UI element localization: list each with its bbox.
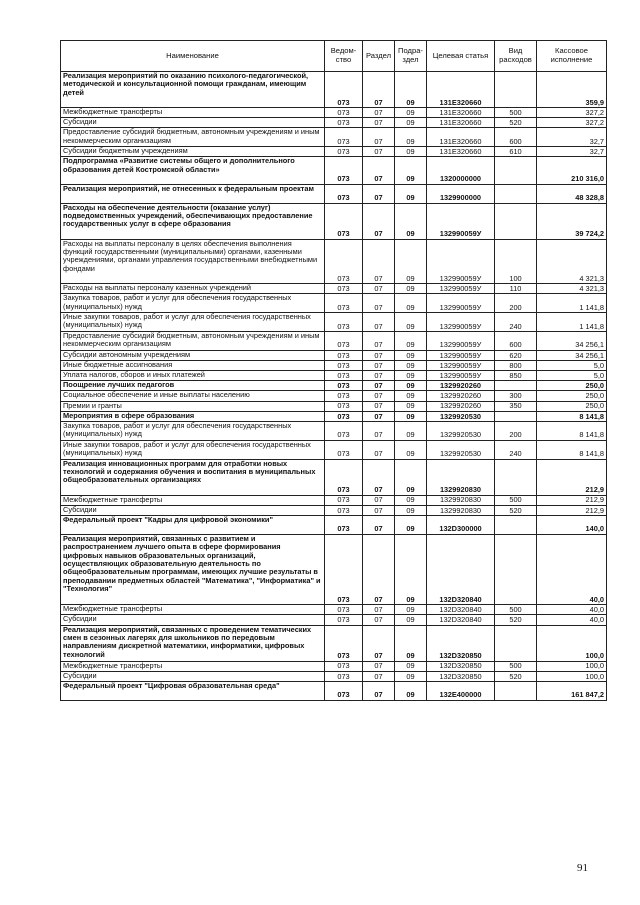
cell-cash-execution: 359,9 xyxy=(537,72,607,108)
cell-vedomstvo: 073 xyxy=(325,72,363,108)
cell-expense-type: 500 xyxy=(495,108,537,118)
cell-podrazdel: 09 xyxy=(395,147,427,157)
cell-podrazdel: 09 xyxy=(395,401,427,411)
cell-expense-type: 300 xyxy=(495,391,537,401)
cell-target-article: 1329920830 xyxy=(427,505,495,515)
cell-razdel: 07 xyxy=(363,422,395,441)
cell-target-article: 1329920530 xyxy=(427,411,495,421)
cell-razdel: 07 xyxy=(363,381,395,391)
cell-name: Расходы на выплаты персоналу в целях обеспечения выполнения функций государственными (муниципальными) органами, казенными учреждениями, органами управления государственными внебюджетными фондами xyxy=(61,239,325,284)
cell-expense-type: 500 xyxy=(495,495,537,505)
cell-target-article: 1329920260 xyxy=(427,381,495,391)
cell-podrazdel: 09 xyxy=(395,605,427,615)
cell-vedomstvo: 073 xyxy=(325,157,363,184)
page-number: 91 xyxy=(577,862,588,874)
cell-razdel: 07 xyxy=(363,411,395,421)
cell-target-article: 131E320660 xyxy=(427,72,495,108)
cell-expense-type xyxy=(495,72,537,108)
cell-razdel: 07 xyxy=(363,203,395,239)
cell-razdel: 07 xyxy=(363,401,395,411)
cell-name: Субсидии xyxy=(61,118,325,128)
cell-target-article: 1329920260 xyxy=(427,401,495,411)
cell-podrazdel: 09 xyxy=(395,391,427,401)
cell-vedomstvo: 073 xyxy=(325,147,363,157)
cell-cash-execution: 8 141,8 xyxy=(537,440,607,459)
table-row xyxy=(61,625,607,661)
cell-vedomstvo: 073 xyxy=(325,605,363,615)
cell-razdel: 07 xyxy=(363,371,395,381)
cell-expense-type xyxy=(495,625,537,661)
table-row xyxy=(61,391,607,401)
cell-razdel: 07 xyxy=(363,605,395,615)
cell-expense-type xyxy=(495,381,537,391)
table-row xyxy=(61,294,607,313)
table-row xyxy=(61,239,607,284)
header-cash-execution: Кассовое исполнение xyxy=(537,41,607,72)
cell-razdel: 07 xyxy=(363,118,395,128)
cell-cash-execution: 212,9 xyxy=(537,505,607,515)
cell-target-article: 131E320660 xyxy=(427,128,495,147)
cell-vedomstvo: 073 xyxy=(325,360,363,370)
cell-name: Реализация мероприятий по оказанию психолого-педагогической, методической и консультационной помощи гражданам, имеющим детей xyxy=(61,72,325,108)
cell-target-article: 132D320840 xyxy=(427,605,495,615)
cell-razdel: 07 xyxy=(363,661,395,671)
cell-cash-execution: 8 141,8 xyxy=(537,411,607,421)
table-row xyxy=(61,516,607,535)
cell-razdel: 07 xyxy=(363,671,395,681)
budget-table xyxy=(60,40,607,701)
cell-expense-type xyxy=(495,157,537,184)
cell-name: Субсидии xyxy=(61,505,325,515)
cell-name: Субсидии бюджетным учреждениям xyxy=(61,147,325,157)
cell-vedomstvo: 073 xyxy=(325,128,363,147)
table-row xyxy=(61,605,607,615)
cell-razdel: 07 xyxy=(363,147,395,157)
cell-podrazdel: 09 xyxy=(395,294,427,313)
cell-podrazdel: 09 xyxy=(395,350,427,360)
cell-expense-type xyxy=(495,534,537,604)
header-target-article: Целевая статья xyxy=(427,41,495,72)
cell-podrazdel: 09 xyxy=(395,422,427,441)
cell-cash-execution: 8 141,8 xyxy=(537,422,607,441)
table-row xyxy=(61,371,607,381)
cell-cash-execution: 40,0 xyxy=(537,605,607,615)
cell-name: Уплата налогов, сборов и иных платежей xyxy=(61,371,325,381)
cell-cash-execution: 40,0 xyxy=(537,534,607,604)
cell-name: Межбюджетные трансферты xyxy=(61,495,325,505)
table-row xyxy=(61,615,607,625)
cell-cash-execution: 327,2 xyxy=(537,108,607,118)
table-row xyxy=(61,72,607,108)
cell-podrazdel: 09 xyxy=(395,381,427,391)
table-row xyxy=(61,411,607,421)
cell-expense-type: 520 xyxy=(495,671,537,681)
cell-target-article: 131E320660 xyxy=(427,118,495,128)
cell-name: Иные закупки товаров, работ и услуг для обеспечения государственных (муниципальных) нужд xyxy=(61,440,325,459)
cell-expense-type: 620 xyxy=(495,350,537,360)
cell-name: Реализация инновационных программ для отработки новых технологий и содержания обучения и воспитания в муниципальных общеобразовательных организациях xyxy=(61,459,325,495)
cell-razdel: 07 xyxy=(363,505,395,515)
cell-vedomstvo: 073 xyxy=(325,350,363,360)
cell-name: Иные закупки товаров, работ и услуг для обеспечения государственных (муниципальных) нужд xyxy=(61,313,325,332)
cell-podrazdel: 09 xyxy=(395,184,427,203)
cell-cash-execution: 1 141,8 xyxy=(537,313,607,332)
table-row xyxy=(61,157,607,184)
cell-name: Закупка товаров, работ и услуг для обеспечения государственных (муниципальных) нужд xyxy=(61,422,325,441)
cell-expense-type: 800 xyxy=(495,360,537,370)
cell-target-article: 132990059У xyxy=(427,331,495,350)
cell-expense-type xyxy=(495,411,537,421)
table-row xyxy=(61,108,607,118)
cell-razdel: 07 xyxy=(363,440,395,459)
cell-cash-execution: 212,9 xyxy=(537,495,607,505)
cell-target-article: 1329920530 xyxy=(427,440,495,459)
cell-name: Расходы на обеспечение деятельности (оказание услуг) подведомственных учреждений, обеспечивающих предоставление государственных услуг в сфере образования xyxy=(61,203,325,239)
cell-expense-type: 100 xyxy=(495,239,537,284)
cell-vedomstvo: 073 xyxy=(325,118,363,128)
cell-podrazdel: 09 xyxy=(395,516,427,535)
cell-vedomstvo: 073 xyxy=(325,203,363,239)
cell-target-article: 1329920830 xyxy=(427,495,495,505)
cell-vedomstvo: 073 xyxy=(325,239,363,284)
cell-name: Расходы на выплаты персоналу казенных учреждений xyxy=(61,284,325,294)
cell-podrazdel: 09 xyxy=(395,505,427,515)
cell-expense-type: 520 xyxy=(495,118,537,128)
cell-cash-execution: 140,0 xyxy=(537,516,607,535)
cell-cash-execution: 212,9 xyxy=(537,459,607,495)
table-row xyxy=(61,118,607,128)
cell-podrazdel: 09 xyxy=(395,157,427,184)
header-name: Наименование xyxy=(61,41,325,72)
cell-expense-type: 240 xyxy=(495,440,537,459)
cell-razdel: 07 xyxy=(363,108,395,118)
cell-razdel: 07 xyxy=(363,391,395,401)
cell-expense-type: 240 xyxy=(495,313,537,332)
cell-podrazdel: 09 xyxy=(395,108,427,118)
cell-name: Мероприятия в сфере образования xyxy=(61,411,325,421)
cell-expense-type xyxy=(495,681,537,700)
cell-vedomstvo: 073 xyxy=(325,422,363,441)
cell-podrazdel: 09 xyxy=(395,284,427,294)
cell-podrazdel: 09 xyxy=(395,681,427,700)
cell-vedomstvo: 073 xyxy=(325,671,363,681)
cell-razdel: 07 xyxy=(363,459,395,495)
table-row xyxy=(61,459,607,495)
cell-vedomstvo: 073 xyxy=(325,534,363,604)
cell-cash-execution: 161 847,2 xyxy=(537,681,607,700)
cell-vedomstvo: 073 xyxy=(325,681,363,700)
cell-podrazdel: 09 xyxy=(395,128,427,147)
cell-expense-type: 200 xyxy=(495,294,537,313)
cell-cash-execution: 5,0 xyxy=(537,371,607,381)
cell-cash-execution: 5,0 xyxy=(537,360,607,370)
cell-cash-execution: 32,7 xyxy=(537,128,607,147)
cell-cash-execution: 39 724,2 xyxy=(537,203,607,239)
cell-razdel: 07 xyxy=(363,313,395,332)
cell-name: Субсидии автономным учреждениям xyxy=(61,350,325,360)
cell-vedomstvo: 073 xyxy=(325,625,363,661)
cell-razdel: 07 xyxy=(363,331,395,350)
cell-cash-execution: 48 328,8 xyxy=(537,184,607,203)
cell-name: Закупка товаров, работ и услуг для обеспечения государственных (муниципальных) нужд xyxy=(61,294,325,313)
cell-expense-type: 600 xyxy=(495,128,537,147)
cell-vedomstvo: 073 xyxy=(325,284,363,294)
cell-podrazdel: 09 xyxy=(395,331,427,350)
cell-target-article: 131E320660 xyxy=(427,108,495,118)
table-row xyxy=(61,184,607,203)
cell-expense-type: 350 xyxy=(495,401,537,411)
cell-razdel: 07 xyxy=(363,534,395,604)
table-row xyxy=(61,360,607,370)
cell-expense-type: 200 xyxy=(495,422,537,441)
cell-vedomstvo: 073 xyxy=(325,661,363,671)
cell-podrazdel: 09 xyxy=(395,440,427,459)
cell-expense-type: 610 xyxy=(495,147,537,157)
cell-target-article: 1329900000 xyxy=(427,184,495,203)
cell-podrazdel: 09 xyxy=(395,118,427,128)
cell-target-article: 1320000000 xyxy=(427,157,495,184)
cell-razdel: 07 xyxy=(363,128,395,147)
cell-cash-execution: 40,0 xyxy=(537,615,607,625)
table-row xyxy=(61,203,607,239)
cell-name: Субсидии xyxy=(61,671,325,681)
cell-target-article: 1329920830 xyxy=(427,459,495,495)
cell-name: Социальное обеспечение и иные выплаты населению xyxy=(61,391,325,401)
cell-cash-execution: 4 321,3 xyxy=(537,284,607,294)
cell-vedomstvo: 073 xyxy=(325,516,363,535)
cell-razdel: 07 xyxy=(363,681,395,700)
cell-name: Премии и гранты xyxy=(61,401,325,411)
cell-expense-type: 110 xyxy=(495,284,537,294)
cell-cash-execution: 32,7 xyxy=(537,147,607,157)
table-row xyxy=(61,534,607,604)
cell-vedomstvo: 073 xyxy=(325,459,363,495)
cell-cash-execution: 250,0 xyxy=(537,401,607,411)
cell-expense-type: 520 xyxy=(495,505,537,515)
cell-vedomstvo: 073 xyxy=(325,440,363,459)
cell-cash-execution: 100,0 xyxy=(537,661,607,671)
cell-name: Межбюджетные трансферты xyxy=(61,605,325,615)
table-row xyxy=(61,671,607,681)
cell-target-article: 132D320840 xyxy=(427,534,495,604)
cell-vedomstvo: 073 xyxy=(325,371,363,381)
cell-target-article: 132990059У xyxy=(427,203,495,239)
cell-target-article: 132990059У xyxy=(427,313,495,332)
cell-target-article: 132D300000 xyxy=(427,516,495,535)
table-row xyxy=(61,495,607,505)
cell-vedomstvo: 073 xyxy=(325,411,363,421)
cell-target-article: 132D320840 xyxy=(427,615,495,625)
cell-name: Федеральный проект "Цифровая образовательная среда" xyxy=(61,681,325,700)
table-row xyxy=(61,681,607,700)
cell-cash-execution: 250,0 xyxy=(537,381,607,391)
cell-name: Реализация мероприятий, не отнесенных к федеральным проектам xyxy=(61,184,325,203)
cell-vedomstvo: 073 xyxy=(325,381,363,391)
cell-cash-execution: 34 256,1 xyxy=(537,331,607,350)
cell-podrazdel: 09 xyxy=(395,661,427,671)
cell-razdel: 07 xyxy=(363,284,395,294)
cell-name: Межбюджетные трансферты xyxy=(61,108,325,118)
cell-vedomstvo: 073 xyxy=(325,615,363,625)
cell-target-article: 132990059У xyxy=(427,294,495,313)
header-podrazdel: Подра-здел xyxy=(395,41,427,72)
table-header-row xyxy=(61,41,607,72)
cell-vedomstvo: 073 xyxy=(325,505,363,515)
cell-expense-type xyxy=(495,203,537,239)
header-vedomstvo: Ведом-ство xyxy=(325,41,363,72)
cell-razdel: 07 xyxy=(363,495,395,505)
cell-razdel: 07 xyxy=(363,184,395,203)
table-row xyxy=(61,505,607,515)
table-row xyxy=(61,284,607,294)
table-row xyxy=(61,381,607,391)
cell-target-article: 132990059У xyxy=(427,350,495,360)
cell-vedomstvo: 073 xyxy=(325,401,363,411)
cell-target-article: 132990059У xyxy=(427,360,495,370)
cell-podrazdel: 09 xyxy=(395,313,427,332)
cell-podrazdel: 09 xyxy=(395,411,427,421)
table-row xyxy=(61,401,607,411)
cell-name: Иные бюджетные ассигнования xyxy=(61,360,325,370)
cell-target-article: 132990059У xyxy=(427,284,495,294)
cell-podrazdel: 09 xyxy=(395,239,427,284)
cell-razdel: 07 xyxy=(363,294,395,313)
cell-name: Подпрограмма «Развитие системы общего и дополнительного образования детей Костромской области» xyxy=(61,157,325,184)
cell-target-article: 132990059У xyxy=(427,371,495,381)
cell-vedomstvo: 073 xyxy=(325,391,363,401)
cell-expense-type xyxy=(495,459,537,495)
cell-name: Межбюджетные трансферты xyxy=(61,661,325,671)
cell-podrazdel: 09 xyxy=(395,671,427,681)
cell-razdel: 07 xyxy=(363,516,395,535)
cell-cash-execution: 34 256,1 xyxy=(537,350,607,360)
cell-cash-execution: 100,0 xyxy=(537,671,607,681)
cell-cash-execution: 210 316,0 xyxy=(537,157,607,184)
cell-podrazdel: 09 xyxy=(395,615,427,625)
cell-name: Предоставление субсидий бюджетным, автономным учреждениям и иным некоммерческим организациям xyxy=(61,331,325,350)
cell-podrazdel: 09 xyxy=(395,360,427,370)
cell-expense-type xyxy=(495,184,537,203)
table-row xyxy=(61,350,607,360)
cell-podrazdel: 09 xyxy=(395,203,427,239)
cell-target-article: 1329920530 xyxy=(427,422,495,441)
cell-target-article: 132D320850 xyxy=(427,671,495,681)
cell-podrazdel: 09 xyxy=(395,625,427,661)
cell-expense-type: 520 xyxy=(495,615,537,625)
cell-name: Предоставление субсидий бюджетным, автономным учреждениям и иным некоммерческим организациям xyxy=(61,128,325,147)
cell-target-article: 132D320850 xyxy=(427,625,495,661)
cell-name: Реализация мероприятий, связанных с проведением тематических смен в сезонных лагерях для школьников по передовым направлениям дискретной математики, информатики, цифровых технологий xyxy=(61,625,325,661)
cell-razdel: 07 xyxy=(363,615,395,625)
cell-name: Федеральный проект "Кадры для цифровой экономики" xyxy=(61,516,325,535)
cell-target-article: 1329920260 xyxy=(427,391,495,401)
cell-vedomstvo: 073 xyxy=(325,294,363,313)
cell-vedomstvo: 073 xyxy=(325,331,363,350)
cell-expense-type: 850 xyxy=(495,371,537,381)
table-body xyxy=(61,72,607,701)
cell-vedomstvo: 073 xyxy=(325,108,363,118)
table-row xyxy=(61,422,607,441)
cell-vedomstvo: 073 xyxy=(325,184,363,203)
cell-razdel: 07 xyxy=(363,360,395,370)
cell-razdel: 07 xyxy=(363,625,395,661)
cell-razdel: 07 xyxy=(363,72,395,108)
table-row xyxy=(61,331,607,350)
cell-cash-execution: 327,2 xyxy=(537,118,607,128)
cell-cash-execution: 4 321,3 xyxy=(537,239,607,284)
cell-vedomstvo: 073 xyxy=(325,495,363,505)
cell-name: Реализация мероприятий, связанных с развитием и распространением лучшего опыта в сфере формирования цифровых навыков образовательных организаций, осуществляющих образовательную деятельность по общеобразовательным программам, имеющих лучшие результаты в преподавании предметных областей "Математика", "Информатика" и "Технология" xyxy=(61,534,325,604)
table-row xyxy=(61,147,607,157)
cell-name: Поощрение лучших педагогов xyxy=(61,381,325,391)
cell-podrazdel: 09 xyxy=(395,371,427,381)
cell-target-article: 132E400000 xyxy=(427,681,495,700)
cell-expense-type: 600 xyxy=(495,331,537,350)
cell-name: Субсидии xyxy=(61,615,325,625)
cell-razdel: 07 xyxy=(363,157,395,184)
cell-expense-type xyxy=(495,516,537,535)
cell-podrazdel: 09 xyxy=(395,459,427,495)
cell-razdel: 07 xyxy=(363,350,395,360)
table-row xyxy=(61,661,607,671)
cell-expense-type: 500 xyxy=(495,661,537,671)
table-row xyxy=(61,128,607,147)
table-row xyxy=(61,440,607,459)
cell-razdel: 07 xyxy=(363,239,395,284)
cell-podrazdel: 09 xyxy=(395,72,427,108)
table-row xyxy=(61,313,607,332)
cell-vedomstvo: 073 xyxy=(325,313,363,332)
header-expense-type: Вид расходов xyxy=(495,41,537,72)
cell-target-article: 132D320850 xyxy=(427,661,495,671)
cell-cash-execution: 100,0 xyxy=(537,625,607,661)
cell-expense-type: 500 xyxy=(495,605,537,615)
cell-target-article: 132990059У xyxy=(427,239,495,284)
cell-cash-execution: 250,0 xyxy=(537,391,607,401)
header-razdel: Раздел xyxy=(363,41,395,72)
cell-target-article: 131E320660 xyxy=(427,147,495,157)
cell-cash-execution: 1 141,8 xyxy=(537,294,607,313)
cell-podrazdel: 09 xyxy=(395,534,427,604)
cell-podrazdel: 09 xyxy=(395,495,427,505)
